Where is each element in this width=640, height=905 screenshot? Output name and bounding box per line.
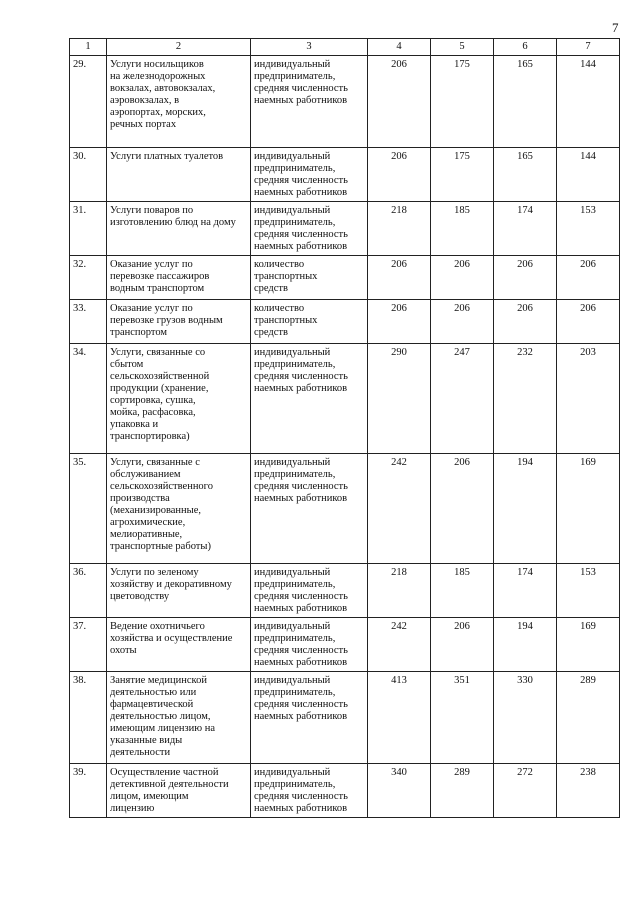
table-row xyxy=(70,256,620,300)
service-name: Оказание услуг по перевозке пассажиров водным транспортом xyxy=(107,256,251,300)
table-row xyxy=(70,344,620,454)
row-number: 33. xyxy=(70,300,107,344)
value-col-5: 206 xyxy=(431,300,494,344)
value-col-6: 174 xyxy=(494,564,557,618)
table-row xyxy=(70,672,620,764)
value-col-7: 206 xyxy=(557,256,620,300)
value-col-7: 144 xyxy=(557,148,620,202)
row-number: 31. xyxy=(70,202,107,256)
physical-indicator: индивидуальный предприниматель, средняя численность наемных работников xyxy=(251,618,368,672)
service-name: Услуги, связанные со сбытом сельскохозяйственной продукции (хранение, сортировка, сушка, мойка, расфасовка, упаковка и транспортировка) xyxy=(107,344,251,454)
column-header: 3 xyxy=(251,39,368,56)
value-col-4: 413 xyxy=(368,672,431,764)
value-col-4: 290 xyxy=(368,344,431,454)
value-col-5: 206 xyxy=(431,618,494,672)
value-col-4: 218 xyxy=(368,202,431,256)
physical-indicator: индивидуальный предприниматель, средняя численность наемных работников xyxy=(251,56,368,148)
value-col-7: 203 xyxy=(557,344,620,454)
column-header: 5 xyxy=(431,39,494,56)
value-col-5: 206 xyxy=(431,256,494,300)
service-name: Услуги платных туалетов xyxy=(107,148,251,202)
value-col-7: 289 xyxy=(557,672,620,764)
service-name: Оказание услуг по перевозке грузов водным транспортом xyxy=(107,300,251,344)
value-col-5: 175 xyxy=(431,56,494,148)
value-col-7: 153 xyxy=(557,564,620,618)
value-col-6: 174 xyxy=(494,202,557,256)
service-name: Занятие медицинской деятельностью или фармацевтической деятельностью лицом, имеющим лицензию на указанные виды деятельности xyxy=(107,672,251,764)
value-col-7: 153 xyxy=(557,202,620,256)
table-row xyxy=(70,764,620,818)
value-col-6: 272 xyxy=(494,764,557,818)
value-col-5: 351 xyxy=(431,672,494,764)
header-row xyxy=(70,39,620,56)
row-number: 38. xyxy=(70,672,107,764)
service-name: Услуги, связанные с обслуживанием сельскохозяйственного производства (механизированные, агрохимические, мелиоративные, транспортные работы) xyxy=(107,454,251,564)
value-col-4: 218 xyxy=(368,564,431,618)
physical-indicator: индивидуальный предприниматель, средняя численность наемных работников xyxy=(251,564,368,618)
value-col-6: 194 xyxy=(494,454,557,564)
row-number: 37. xyxy=(70,618,107,672)
row-number: 32. xyxy=(70,256,107,300)
column-header: 2 xyxy=(107,39,251,56)
column-header: 1 xyxy=(70,39,107,56)
value-col-4: 340 xyxy=(368,764,431,818)
value-col-5: 206 xyxy=(431,454,494,564)
table-row xyxy=(70,454,620,564)
value-col-6: 165 xyxy=(494,148,557,202)
value-col-4: 206 xyxy=(368,300,431,344)
value-col-4: 206 xyxy=(368,256,431,300)
value-col-4: 206 xyxy=(368,56,431,148)
physical-indicator: индивидуальный предприниматель, средняя численность наемных работников xyxy=(251,764,368,818)
column-header: 7 xyxy=(557,39,620,56)
value-col-6: 206 xyxy=(494,256,557,300)
service-name: Услуги поваров по изготовлению блюд на дому xyxy=(107,202,251,256)
value-col-5: 185 xyxy=(431,202,494,256)
row-number: 39. xyxy=(70,764,107,818)
row-number: 34. xyxy=(70,344,107,454)
value-col-7: 169 xyxy=(557,454,620,564)
table-row xyxy=(70,618,620,672)
physical-indicator: индивидуальный предприниматель, средняя численность наемных работников xyxy=(251,202,368,256)
column-header: 6 xyxy=(494,39,557,56)
value-col-6: 330 xyxy=(494,672,557,764)
physical-indicator: индивидуальный предприниматель, средняя численность наемных работников xyxy=(251,344,368,454)
value-col-4: 242 xyxy=(368,618,431,672)
physical-indicator: индивидуальный предприниматель, средняя численность наемных работников xyxy=(251,148,368,202)
value-col-7: 206 xyxy=(557,300,620,344)
value-col-6: 206 xyxy=(494,300,557,344)
value-col-6: 232 xyxy=(494,344,557,454)
table-row xyxy=(70,202,620,256)
service-name: Осуществление частной детективной деятельности лицом, имеющим лицензию xyxy=(107,764,251,818)
value-col-6: 165 xyxy=(494,56,557,148)
value-col-5: 175 xyxy=(431,148,494,202)
value-col-4: 206 xyxy=(368,148,431,202)
table-row xyxy=(70,56,620,148)
service-name: Услуги носильщиков на железнодорожных вокзалах, автовокзалах, аэровокзалах, в аэропортах, морских, речных портах xyxy=(107,56,251,148)
row-number: 29. xyxy=(70,56,107,148)
column-header: 4 xyxy=(368,39,431,56)
table-row xyxy=(70,148,620,202)
value-col-5: 247 xyxy=(431,344,494,454)
physical-indicator: индивидуальный предприниматель, средняя численность наемных работников xyxy=(251,672,368,764)
rates-table xyxy=(69,38,620,818)
service-name: Ведение охотничьего хозяйства и осуществление охоты xyxy=(107,618,251,672)
row-number: 36. xyxy=(70,564,107,618)
value-col-7: 238 xyxy=(557,764,620,818)
physical-indicator: количество транспортных средств xyxy=(251,256,368,300)
value-col-7: 144 xyxy=(557,56,620,148)
page-number: 7 xyxy=(612,20,619,35)
value-col-6: 194 xyxy=(494,618,557,672)
row-number: 30. xyxy=(70,148,107,202)
table-row xyxy=(70,300,620,344)
value-col-7: 169 xyxy=(557,618,620,672)
physical-indicator: количество транспортных средств xyxy=(251,300,368,344)
service-name: Услуги по зеленому хозяйству и декоративному цветоводству xyxy=(107,564,251,618)
row-number: 35. xyxy=(70,454,107,564)
value-col-5: 185 xyxy=(431,564,494,618)
table-row xyxy=(70,564,620,618)
physical-indicator: индивидуальный предприниматель, средняя численность наемных работников xyxy=(251,454,368,564)
value-col-4: 242 xyxy=(368,454,431,564)
table-body xyxy=(70,56,620,818)
value-col-5: 289 xyxy=(431,764,494,818)
